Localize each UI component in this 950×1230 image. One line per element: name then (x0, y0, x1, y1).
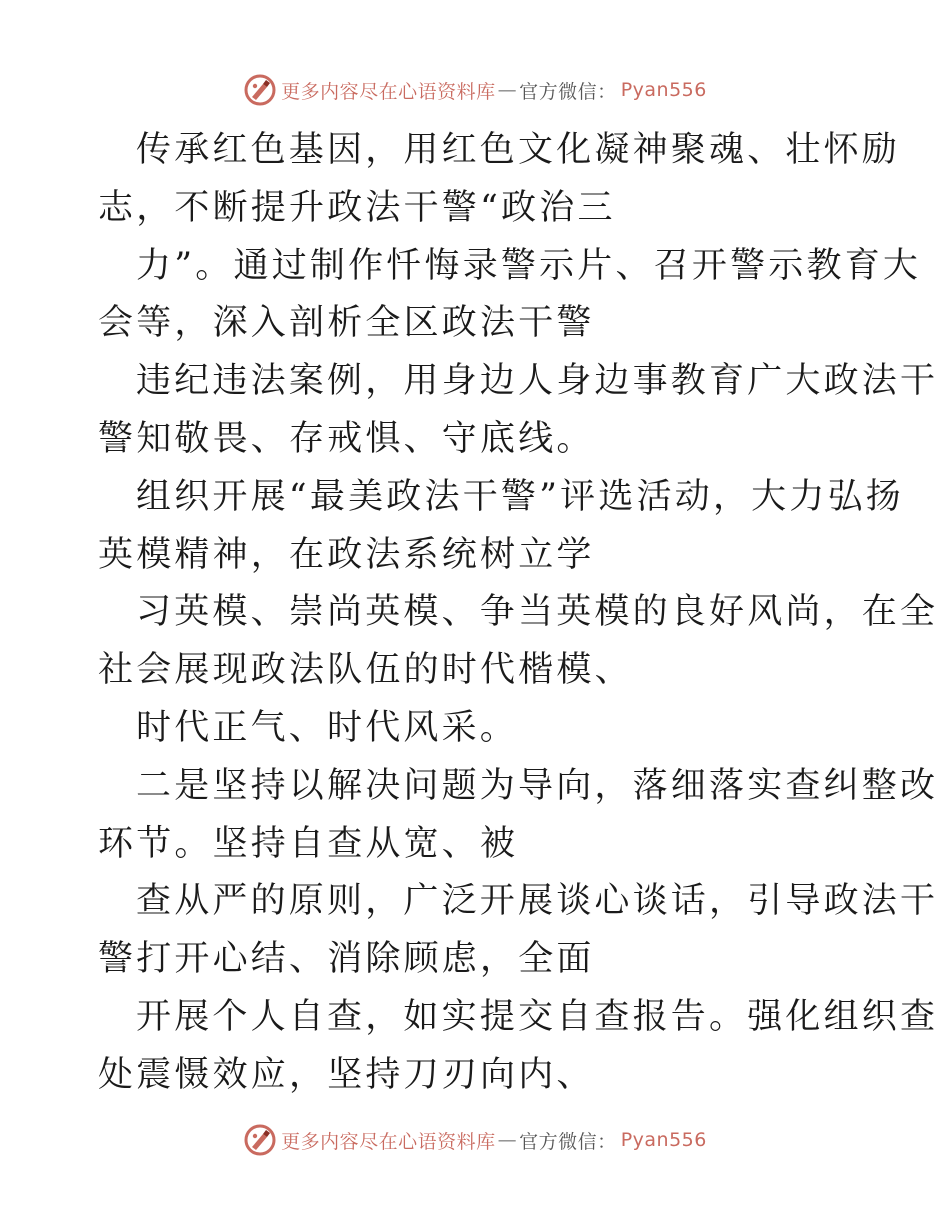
footer-watermark-banner (0, 1120, 950, 1160)
body-line: 处震慑效应，坚持刀刃向内、 (98, 1054, 595, 1095)
header-official-label: 官方微信： (519, 80, 617, 103)
body-line: 违纪违法案例，用身边人身边事教育广大政法干 (136, 361, 939, 402)
body-line: 英模精神，在政法系统树立学 (98, 534, 595, 575)
body-line: 传承红色基因，用红色文化凝神聚魂、壮怀励 (136, 130, 901, 170)
header-separator: — (497, 79, 518, 101)
body-line: 习英模、崇尚英模、争当英模的良好风尚，在全 (136, 592, 939, 633)
body-line: 社会展现政法队伍的时代楷模、 (98, 650, 633, 691)
header-brand-text: 更多内容尽在心语资料库 (281, 80, 496, 103)
footer-wechat-id: Pyan556 (620, 1129, 707, 1151)
body-line: 环节。坚持自查从宽、被 (98, 823, 519, 864)
body-line: 时代正气、时代风采。 (136, 707, 519, 748)
body-line: 组织开展“最美政法干警”评选活动，大力弘扬 (136, 476, 904, 517)
footer-official-label: 官方微信： (519, 1130, 617, 1153)
document-body (98, 122, 939, 1105)
brand-logo-icon (243, 1123, 277, 1157)
brand-logo-icon (243, 73, 277, 107)
body-line: 警知敬畏、存戒惧、守底线。 (98, 418, 595, 459)
header-wechat-id: Pyan556 (620, 79, 707, 101)
footer-brand-text: 更多内容尽在心语资料库 (281, 1130, 496, 1153)
body-line: 志，不断提升政法干警“政治三 (98, 187, 616, 228)
body-line: 会等，深入剖析全区政法干警 (98, 303, 595, 344)
body-line: 力”。通过制作忏悔录警示片、召开警示教育大 (136, 245, 922, 286)
body-line: 查从严的原则，广泛开展谈心谈话，引导政法干 (136, 881, 939, 922)
body-line: 开展个人自查，如实提交自查报告。强化组织查 (136, 996, 939, 1037)
body-line: 警打开心结、消除顾虑，全面 (98, 939, 595, 980)
footer-separator: — (497, 1129, 518, 1151)
header-watermark-banner (0, 70, 950, 110)
body-line: 二是坚持以解决问题为导向，落细落实查纠整改 (136, 765, 939, 806)
